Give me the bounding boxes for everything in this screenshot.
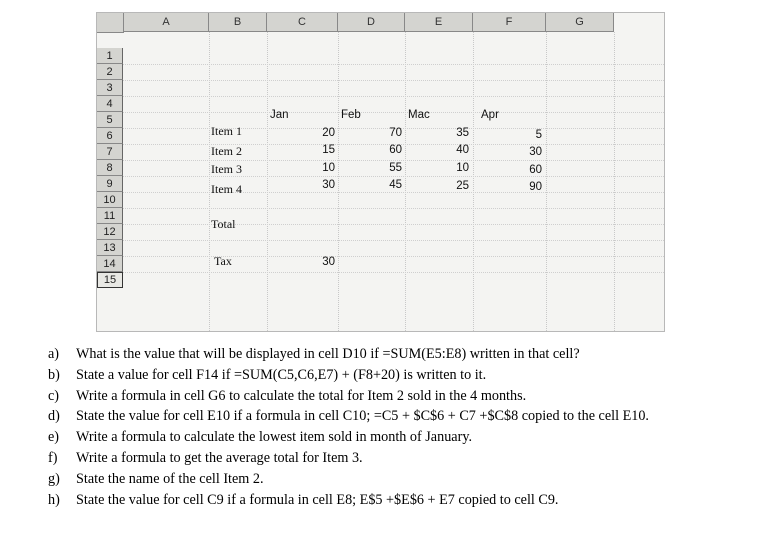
cell-b12[interactable]: Tax [214, 254, 232, 268]
grid-line [123, 64, 664, 65]
question-text: State the value for cell E10 if a formula in cell C10; =C5 + $C$6 + C7 +$C$8 copied to the cell E10. [76, 408, 649, 425]
question-item [48, 406, 778, 427]
cell-d4[interactable]: Feb [341, 109, 361, 121]
question-list [48, 344, 778, 510]
row-header-11[interactable]: 11 [97, 208, 123, 224]
grid-line [614, 32, 615, 331]
question-label: d) [48, 408, 60, 425]
row-header-2[interactable]: 2 [97, 64, 123, 80]
row-header-14[interactable]: 14 [97, 256, 123, 272]
cell-c5[interactable]: 20 [322, 127, 335, 139]
spreadsheet [96, 12, 665, 332]
cell-f4[interactable]: Apr [481, 109, 499, 121]
cell-d7[interactable]: 55 [389, 162, 402, 174]
row-header-13[interactable]: 13 [97, 240, 123, 256]
question-item [48, 365, 778, 386]
column-header-g[interactable]: G [546, 13, 614, 32]
grid-line [123, 96, 664, 97]
row-header-10[interactable]: 10 [97, 192, 123, 208]
question-text: Write a formula in cell G6 to calculate the total for Item 2 sold in the 4 months. [76, 387, 527, 404]
column-header-e[interactable]: E [405, 13, 473, 32]
row-header-1[interactable]: 1 [97, 48, 123, 64]
row-header-4[interactable]: 4 [97, 96, 123, 112]
row-header-3[interactable]: 3 [97, 80, 123, 96]
grid-line [123, 80, 664, 81]
grid-line [123, 160, 664, 161]
cell-e7[interactable]: 10 [456, 162, 469, 174]
question-item [48, 344, 778, 365]
row-header-8[interactable]: 8 [97, 160, 123, 176]
cell-d6[interactable]: 60 [389, 144, 402, 156]
question-label: g) [48, 470, 60, 487]
cell-b8[interactable]: Item 4 [211, 182, 242, 196]
grid-line [209, 32, 210, 331]
cell-e8[interactable]: 25 [456, 180, 469, 192]
question-item [48, 490, 778, 511]
cell-d8[interactable]: 45 [389, 179, 402, 191]
grid-line [267, 32, 268, 331]
cell-b6[interactable]: Item 2 [211, 144, 242, 158]
column-header-c[interactable]: C [267, 13, 338, 32]
grid-line [405, 32, 406, 331]
question-label: b) [48, 366, 60, 383]
question-label: h) [48, 491, 60, 508]
question-label: a) [48, 346, 60, 362]
row-header-12[interactable]: 12 [97, 224, 123, 240]
cell-d5[interactable]: 70 [389, 127, 402, 139]
cell-e5[interactable]: 35 [456, 127, 469, 139]
grid-line [123, 224, 664, 225]
cell-e4[interactable]: Mac [408, 109, 430, 121]
question-text: Write a formula to get the average total for Item 3. [76, 449, 363, 466]
grid-line [123, 208, 664, 209]
column-header-f[interactable]: F [473, 13, 546, 32]
column-header-a[interactable]: A [124, 13, 209, 32]
cell-c12[interactable]: 30 [322, 256, 335, 268]
question-text: Write a formula to calculate the lowest item sold in month of January. [76, 429, 473, 446]
cell-c7[interactable]: 10 [322, 162, 335, 174]
column-header-b[interactable]: B [209, 13, 267, 32]
cell-f7[interactable]: 60 [529, 164, 542, 176]
question-label: f) [48, 449, 58, 466]
question-item [48, 427, 778, 448]
question-text: State the value for cell C9 if a formula in cell E8; E$5 +$E$6 + E7 copied to cell C9. [76, 491, 559, 508]
question-item [48, 448, 778, 469]
question-text: State a value for cell F14 if =SUM(C5,C6,E7) + (F8+20) is written to it. [76, 366, 487, 383]
row-header-5[interactable]: 5 [97, 112, 123, 128]
question-label: e) [48, 429, 60, 446]
row-header-7[interactable]: 7 [97, 144, 123, 160]
grid-line [123, 272, 664, 273]
column-header-d[interactable]: D [338, 13, 405, 32]
cell-f8[interactable]: 90 [529, 181, 542, 193]
question-label: c) [48, 387, 60, 404]
grid-line [123, 256, 664, 257]
question-text: State the name of the cell Item 2. [76, 470, 264, 487]
grid-line [473, 32, 474, 331]
grid-line [123, 192, 664, 193]
row-header-15[interactable]: 15 [97, 272, 123, 288]
question-text: What is the value that will be displayed in cell D10 if =SUM(E5:E8) written in that cell? [76, 346, 580, 362]
select-all-corner[interactable] [97, 13, 124, 33]
grid-line [123, 240, 664, 241]
cell-e6[interactable]: 40 [456, 144, 469, 156]
cell-f6[interactable]: 30 [529, 146, 542, 158]
grid-line [546, 32, 547, 331]
cell-c4[interactable]: Jan [270, 109, 289, 121]
cell-c8[interactable]: 30 [322, 179, 335, 191]
cell-b7[interactable]: Item 3 [211, 162, 242, 176]
row-header-6[interactable]: 6 [97, 128, 123, 144]
row-header-9[interactable]: 9 [97, 176, 123, 192]
cell-b10[interactable]: Total [211, 217, 236, 231]
cell-c6[interactable]: 15 [322, 144, 335, 156]
question-item [48, 386, 778, 407]
question-item [48, 469, 778, 490]
cell-f5[interactable]: 5 [535, 129, 542, 141]
grid-line [123, 112, 664, 113]
cell-b5[interactable]: Item 1 [211, 124, 242, 138]
grid-line [338, 32, 339, 331]
grid-line [123, 176, 664, 177]
